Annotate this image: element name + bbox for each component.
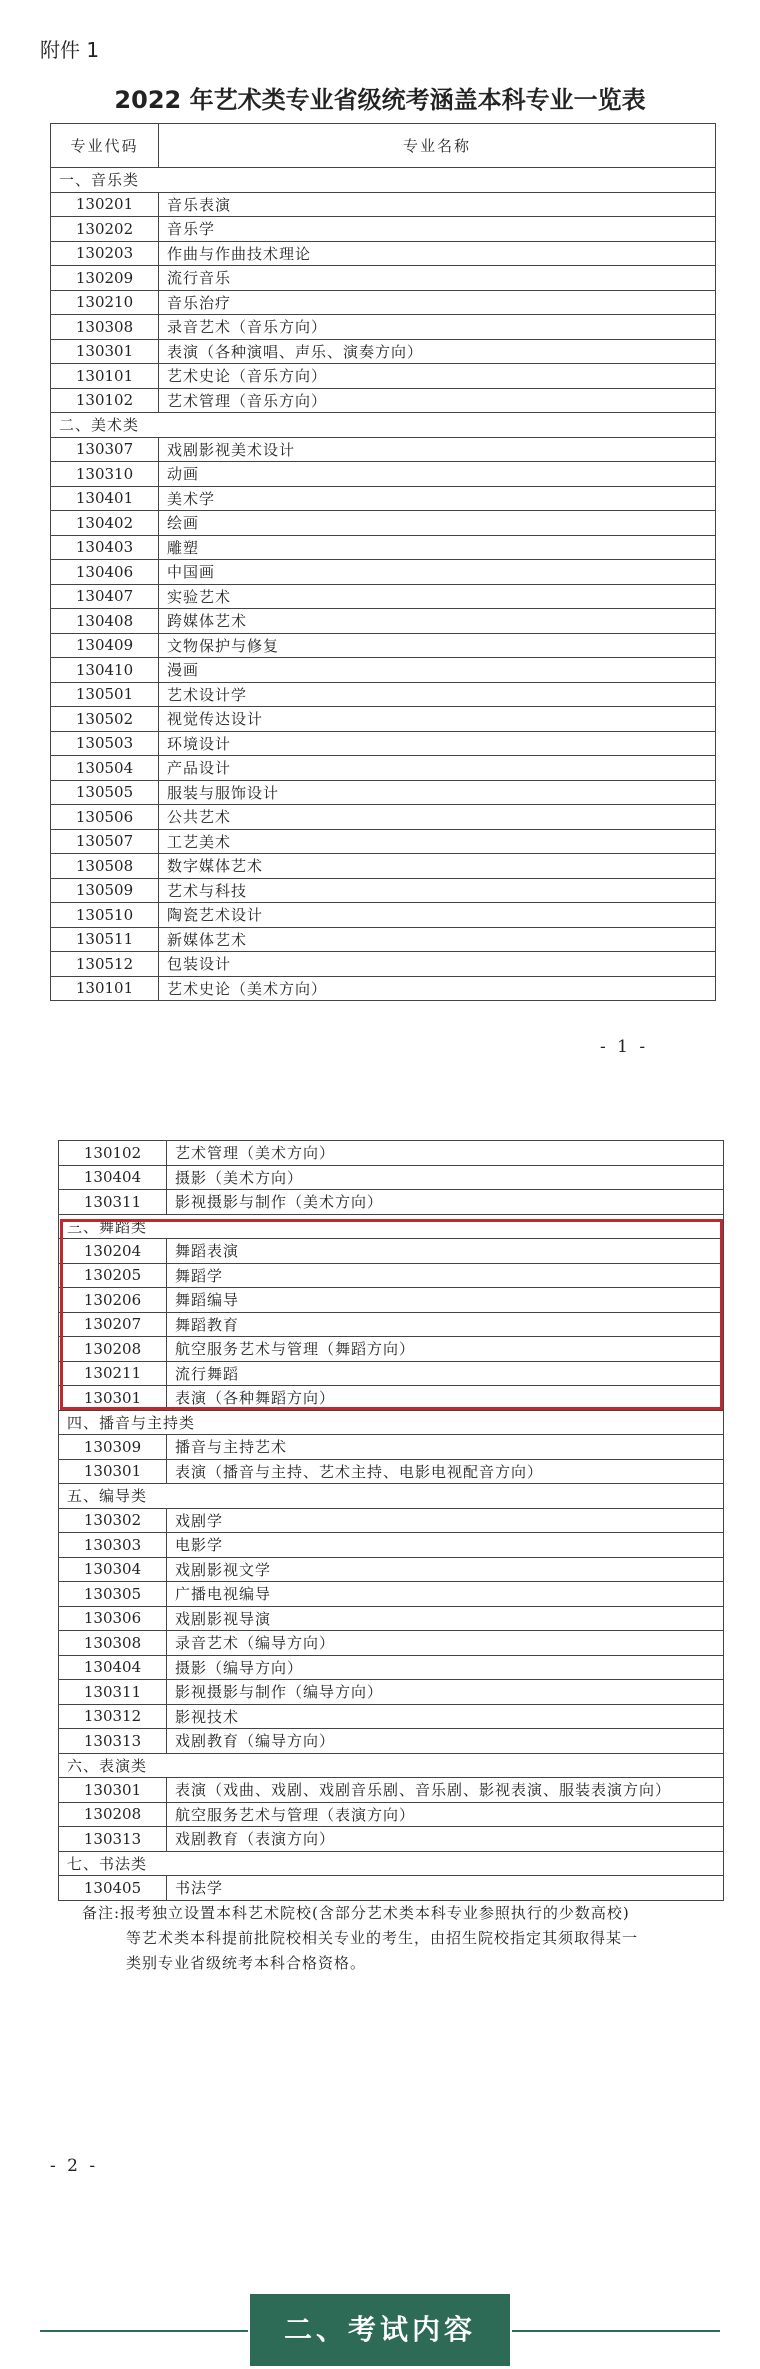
- major-code: 130407: [51, 584, 159, 609]
- category-label: 二、美术类: [51, 413, 716, 438]
- major-code: 130207: [59, 1312, 167, 1337]
- table-row: [59, 1263, 724, 1288]
- document-title: 2022 年艺术类专业省级统考涵盖本科专业一览表: [114, 86, 646, 114]
- major-code: 130206: [59, 1288, 167, 1313]
- major-code: 130505: [51, 780, 159, 805]
- major-name: 艺术设计学: [159, 682, 716, 707]
- major-name: 作曲与作曲技术理论: [159, 241, 716, 266]
- major-name: 戏剧影视文学: [167, 1557, 724, 1582]
- table-row: [51, 854, 716, 879]
- table-row: [51, 462, 716, 487]
- major-code: 130102: [51, 388, 159, 413]
- category-label: 五、编导类: [59, 1484, 724, 1509]
- major-name: 航空服务艺术与管理（表演方向）: [167, 1802, 724, 1827]
- table-row: [51, 535, 716, 560]
- major-name: 摄影（编导方向）: [167, 1655, 724, 1680]
- major-name: 舞蹈学: [167, 1263, 724, 1288]
- major-code: 130102: [59, 1141, 167, 1166]
- table-row: [51, 976, 716, 1001]
- table-row: [59, 1680, 724, 1705]
- table-row: [51, 707, 716, 732]
- major-name: 录音艺术（编导方向）: [167, 1631, 724, 1656]
- major-name: 影视技术: [167, 1704, 724, 1729]
- major-name: 跨媒体艺术: [159, 609, 716, 634]
- major-name: 艺术史论（音乐方向）: [159, 364, 716, 389]
- major-name: 美术学: [159, 486, 716, 511]
- table-row: [51, 437, 716, 462]
- major-name: 戏剧教育（编导方向）: [167, 1729, 724, 1754]
- table-row: [59, 1141, 724, 1166]
- major-name: 舞蹈编导: [167, 1288, 724, 1313]
- category-row: [51, 413, 716, 438]
- major-name: 影视摄影与制作（编导方向）: [167, 1680, 724, 1705]
- table-row: [59, 1288, 724, 1313]
- major-name: 戏剧影视美术设计: [159, 437, 716, 462]
- major-name: 新媒体艺术: [159, 927, 716, 952]
- major-name: 流行舞蹈: [167, 1361, 724, 1386]
- major-code: 130301: [59, 1778, 167, 1803]
- major-code: 130210: [51, 290, 159, 315]
- major-name: 音乐学: [159, 217, 716, 242]
- major-name: 戏剧学: [167, 1508, 724, 1533]
- major-name: 播音与主持艺术: [167, 1435, 724, 1460]
- table-row: [59, 1239, 724, 1264]
- major-name: 艺术与科技: [159, 878, 716, 903]
- table-row: [51, 241, 716, 266]
- major-code: 130506: [51, 805, 159, 830]
- category-label: 七、书法类: [59, 1851, 724, 1876]
- major-code: 130305: [59, 1582, 167, 1607]
- header-name: 专业名称: [159, 124, 716, 168]
- table-row: [59, 1312, 724, 1337]
- table-row: [51, 609, 716, 634]
- major-name: 舞蹈教育: [167, 1312, 724, 1337]
- major-code: 130303: [59, 1533, 167, 1558]
- category-row: [51, 168, 716, 193]
- table-row: [59, 1729, 724, 1754]
- major-code: 130205: [59, 1263, 167, 1288]
- table-row: [59, 1190, 724, 1215]
- major-code: 130203: [51, 241, 159, 266]
- major-name: 戏剧影视导演: [167, 1606, 724, 1631]
- major-name: 表演（播音与主持、艺术主持、电影电视配音方向）: [167, 1459, 724, 1484]
- table-row: [59, 1802, 724, 1827]
- major-code: 130409: [51, 633, 159, 658]
- major-code: 130101: [51, 364, 159, 389]
- major-code: 130508: [51, 854, 159, 879]
- major-code: 130502: [51, 707, 159, 732]
- major-code: 130301: [59, 1459, 167, 1484]
- major-name: 摄影（美术方向）: [167, 1165, 724, 1190]
- major-name: 音乐表演: [159, 192, 716, 217]
- table-row: [59, 1508, 724, 1533]
- header-code: 专业代码: [51, 124, 159, 168]
- major-code: 130501: [51, 682, 159, 707]
- major-code: 130208: [59, 1802, 167, 1827]
- major-code: 130405: [59, 1876, 167, 1901]
- table-row: [51, 217, 716, 242]
- table-row: [59, 1165, 724, 1190]
- table-row: [51, 731, 716, 756]
- table-row: [51, 315, 716, 340]
- major-code: 130408: [51, 609, 159, 634]
- table-row: [59, 1655, 724, 1680]
- major-code: 130401: [51, 486, 159, 511]
- category-label: 四、播音与主持类: [59, 1410, 724, 1435]
- major-code: 130101: [51, 976, 159, 1001]
- major-name: 舞蹈表演: [167, 1239, 724, 1264]
- table-row: [51, 927, 716, 952]
- major-code: 130308: [51, 315, 159, 340]
- major-name: 艺术管理（美术方向）: [167, 1141, 724, 1166]
- table-row: [59, 1876, 724, 1901]
- major-code: 130211: [59, 1361, 167, 1386]
- table-header-row: [51, 124, 716, 168]
- table-row: [59, 1778, 724, 1803]
- major-code: 130209: [51, 266, 159, 291]
- major-code: 130503: [51, 731, 159, 756]
- table-row: [51, 658, 716, 683]
- table-row: [59, 1386, 724, 1411]
- table-row: [51, 560, 716, 585]
- table-row: [51, 290, 716, 315]
- category-label: 六、表演类: [59, 1753, 724, 1778]
- major-name: 艺术管理（音乐方向）: [159, 388, 716, 413]
- table-row: [59, 1606, 724, 1631]
- table-row: [51, 364, 716, 389]
- major-name: 动画: [159, 462, 716, 487]
- section-banner-title: 二、考试内容: [250, 2294, 510, 2366]
- category-row: [59, 1851, 724, 1876]
- major-code: 130202: [51, 217, 159, 242]
- footnote: [82, 1901, 722, 1976]
- footnote-line: 备注:报考独立设置本科艺术院校(含部分艺术类本科专业参照执行的少数高校): [82, 1904, 630, 1922]
- table-row: [59, 1557, 724, 1582]
- major-code: 130404: [59, 1655, 167, 1680]
- major-name: 影视摄影与制作（美术方向）: [167, 1190, 724, 1215]
- section-banner: [0, 2290, 760, 2369]
- major-code: 130313: [59, 1729, 167, 1754]
- major-name: 艺术史论（美术方向）: [159, 976, 716, 1001]
- table-row: [51, 903, 716, 928]
- table-row: [59, 1361, 724, 1386]
- category-row: [59, 1410, 724, 1435]
- major-name: 中国画: [159, 560, 716, 585]
- major-code: 130208: [59, 1337, 167, 1362]
- major-code: 130312: [59, 1704, 167, 1729]
- banner-divider: [40, 2330, 248, 2332]
- major-name: 陶瓷艺术设计: [159, 903, 716, 928]
- majors-table-page2: [58, 1140, 724, 1901]
- major-code: 130510: [51, 903, 159, 928]
- attachment-label: 附件 1: [40, 38, 100, 62]
- major-name: 航空服务艺术与管理（舞蹈方向）: [167, 1337, 724, 1362]
- major-code: 130301: [51, 339, 159, 364]
- page-number: - 2 -: [50, 2156, 99, 2176]
- major-code: 130511: [51, 927, 159, 952]
- table-row: [59, 1533, 724, 1558]
- major-code: 130410: [51, 658, 159, 683]
- major-code: 130308: [59, 1631, 167, 1656]
- major-code: 130403: [51, 535, 159, 560]
- major-code: 130404: [59, 1165, 167, 1190]
- major-name: 工艺美术: [159, 829, 716, 854]
- major-code: 130307: [51, 437, 159, 462]
- category-row: [59, 1214, 724, 1239]
- major-name: 广播电视编导: [167, 1582, 724, 1607]
- major-name: 表演（各种舞蹈方向）: [167, 1386, 724, 1411]
- table-row: [51, 584, 716, 609]
- table-row: [59, 1631, 724, 1656]
- table-row: [59, 1435, 724, 1460]
- category-label: 一、音乐类: [51, 168, 716, 193]
- major-code: 130509: [51, 878, 159, 903]
- category-row: [59, 1753, 724, 1778]
- table-row: [59, 1827, 724, 1852]
- table-row: [51, 633, 716, 658]
- major-code: 130304: [59, 1557, 167, 1582]
- table-row: [59, 1459, 724, 1484]
- major-code: 130313: [59, 1827, 167, 1852]
- major-code: 130504: [51, 756, 159, 781]
- major-name: 文物保护与修复: [159, 633, 716, 658]
- majors-table-page1: [50, 123, 716, 1001]
- table-row: [59, 1704, 724, 1729]
- footnote-line: 类别专业省级统考本科合格资格。: [126, 1954, 367, 1972]
- table-row: [51, 878, 716, 903]
- table-row: [51, 511, 716, 536]
- major-code: 130204: [59, 1239, 167, 1264]
- major-name: 流行音乐: [159, 266, 716, 291]
- category-label: 三、舞蹈类: [59, 1214, 724, 1239]
- major-code: 130402: [51, 511, 159, 536]
- major-name: 表演（各种演唱、声乐、演奏方向）: [159, 339, 716, 364]
- category-row: [59, 1484, 724, 1509]
- major-name: 音乐治疗: [159, 290, 716, 315]
- table-row: [51, 780, 716, 805]
- major-code: 130311: [59, 1190, 167, 1215]
- major-name: 实验艺术: [159, 584, 716, 609]
- major-name: 服装与服饰设计: [159, 780, 716, 805]
- major-name: 包装设计: [159, 952, 716, 977]
- major-code: 130310: [51, 462, 159, 487]
- table-row: [51, 192, 716, 217]
- major-name: 漫画: [159, 658, 716, 683]
- major-name: 视觉传达设计: [159, 707, 716, 732]
- table-row: [51, 486, 716, 511]
- major-name: 录音艺术（音乐方向）: [159, 315, 716, 340]
- page-number: - 1 -: [600, 1037, 649, 1057]
- major-name: 表演（戏曲、戏剧、戏剧音乐剧、音乐剧、影视表演、服装表演方向）: [167, 1778, 724, 1803]
- table-row: [51, 339, 716, 364]
- major-code: 130302: [59, 1508, 167, 1533]
- major-name: 环境设计: [159, 731, 716, 756]
- major-code: 130512: [51, 952, 159, 977]
- major-code: 130309: [59, 1435, 167, 1460]
- major-name: 公共艺术: [159, 805, 716, 830]
- table-row: [51, 756, 716, 781]
- table-row: [51, 682, 716, 707]
- major-name: 电影学: [167, 1533, 724, 1558]
- table-row: [51, 829, 716, 854]
- table-row: [51, 266, 716, 291]
- major-name: 产品设计: [159, 756, 716, 781]
- major-code: 130306: [59, 1606, 167, 1631]
- table-row: [59, 1337, 724, 1362]
- major-name: 书法学: [167, 1876, 724, 1901]
- table-row: [51, 952, 716, 977]
- major-code: 130406: [51, 560, 159, 585]
- table-row: [59, 1582, 724, 1607]
- major-code: 130311: [59, 1680, 167, 1705]
- major-name: 雕塑: [159, 535, 716, 560]
- major-name: 戏剧教育（表演方向）: [167, 1827, 724, 1852]
- major-code: 130301: [59, 1386, 167, 1411]
- major-code: 130507: [51, 829, 159, 854]
- table-row: [51, 388, 716, 413]
- major-name: 绘画: [159, 511, 716, 536]
- major-code: 130201: [51, 192, 159, 217]
- table-row: [51, 805, 716, 830]
- banner-divider: [512, 2330, 720, 2332]
- major-name: 数字媒体艺术: [159, 854, 716, 879]
- footnote-line: 等艺术类本科提前批院校相关专业的考生，由招生院校指定其须取得某一: [126, 1929, 639, 1947]
